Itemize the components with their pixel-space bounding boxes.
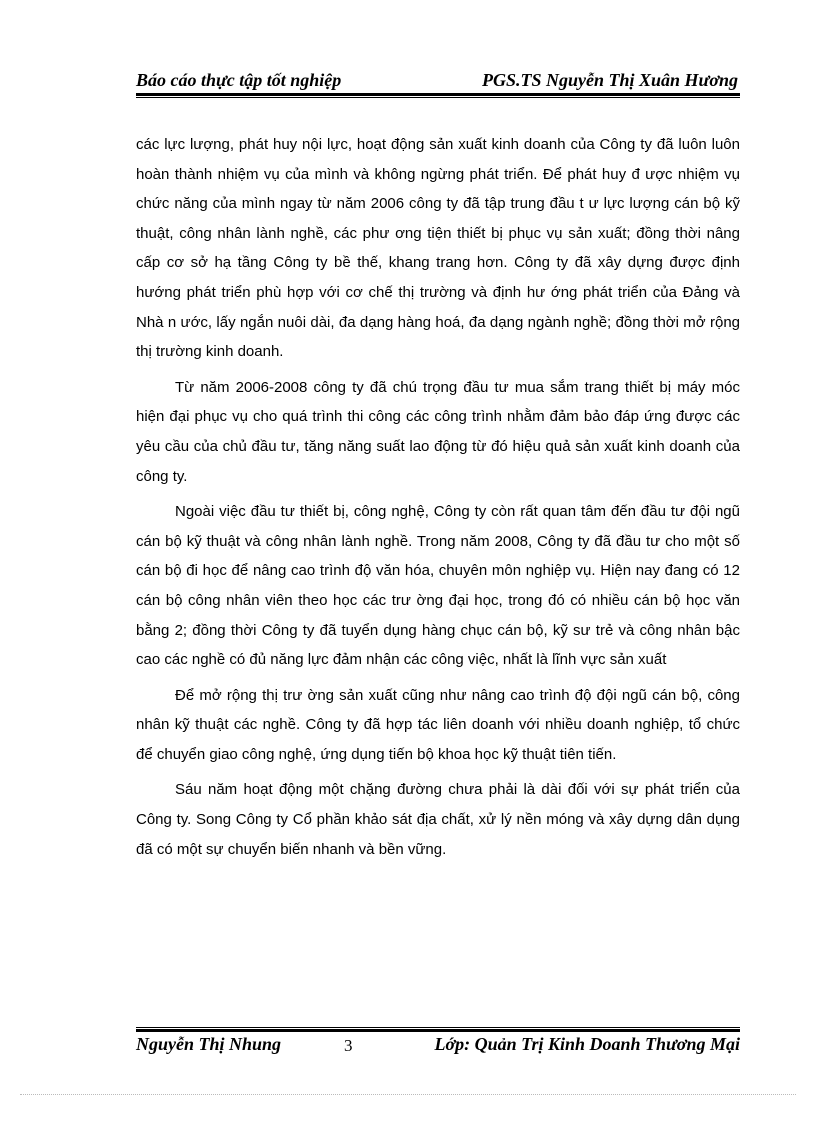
body-text [136, 130, 740, 870]
paragraph-3: Ngoài việc đầu tư thiết bị, công nghệ, Công ty còn rất quan tâm đến đầu tư đội ngũ cán bộ kỹ thuật và công nhân lành nghề. Trong năm 2008, Công ty đã đầu tư cho một số cán bộ đi học để nâng cao trình độ văn hóa, chuyên môn nghiệp vụ. Hiện nay đang có 12 cán bộ công nhân viên theo học các trư ờng đại học, trong đó có nhiều cán bộ học văn bằng 2; đồng thời Công ty đã tuyển dụng hàng chục cán bộ, kỹ sư trẻ và công nhân bậc cao các nghề có đủ năng lực đảm nhận các công việc, nhất là lĩnh vực sản xuất [136, 503, 740, 669]
footer-class: Lớp: Quản Trị Kinh Doanh Thương Mại [434, 1034, 740, 1054]
page-footer [136, 1034, 740, 1060]
footer-rule-thick [136, 1029, 740, 1032]
footer-author: Nguyễn Thị Nhung [136, 1034, 282, 1054]
paragraph-2: Từ năm 2006-2008 công ty đã chú trọng đầu tư mua sắm trang thiết bị máy móc hiện đại phục vụ cho quá trình thi công các công trình nhằm đảm bảo đáp ứng được các yêu cầu của chủ đầu tư, tăng năng suất lao động từ đó hiệu quả sản xuất kinh doanh của công ty. [136, 378, 740, 485]
header-report-title: Báo cáo thực tập tốt nghiệp [136, 70, 342, 90]
paragraph-4: Để mở rộng thị trư ờng sản xuất cũng như nâng cao trình độ đội ngũ cán bộ, công nhân kỹ thuật các nghề. Công ty đã hợp tác liên doanh với nhiều doanh nghiệp, tổ chức để chuyển giao công nghệ, ứng dụng tiến bộ khoa học kỹ thuật tiên tiến. [136, 686, 740, 763]
page-header [136, 68, 738, 94]
page-number: 3 [344, 1036, 353, 1055]
page-bottom-dotted-border [20, 1094, 796, 1095]
footer-rule-thin [136, 1027, 740, 1028]
header-supervisor: PGS.TS Nguyễn Thị Xuân Hương [482, 70, 738, 90]
header-rule-thin [136, 97, 740, 98]
header-rule-thick [136, 93, 740, 96]
paragraph-5: Sáu năm hoạt động một chặng đường chưa phải là dài đối với sự phát triển của Công ty. Song Công ty Cổ phần khảo sát địa chất, xử lý nền móng và xây dựng dân dụng đã có một sự chuyển biến nhanh và bền vững. [136, 781, 740, 858]
paragraph-1: các lực lượng, phát huy nội lực, hoạt động sản xuất kinh doanh của Công ty đã luôn luôn hoàn thành nhiệm vụ của mình và không ngừng phát triển. Để phát huy đ ược nhiệm vụ chức năng của mình ngay từ năm 2006 công ty đã tập trung đầu t ư lực lượng cán bộ kỹ thuật, công nhân lành nghề, các phư ơng tiện thiết bị phục vụ sản xuất; đồng thời nâng cấp cơ sở hạ tầng Công ty bề thế, khang trang hơn. Công ty đã xây dựng được định hướng phát triển phù hợp với cơ chế thị trường và định hư ớng phát triển của Đảng và Nhà n ước, lấy ngắn nuôi dài, đa dạng hàng hoá, đa dạng ngành nghề; đồng thời mở rộng thị trường kinh doanh. [136, 136, 740, 361]
